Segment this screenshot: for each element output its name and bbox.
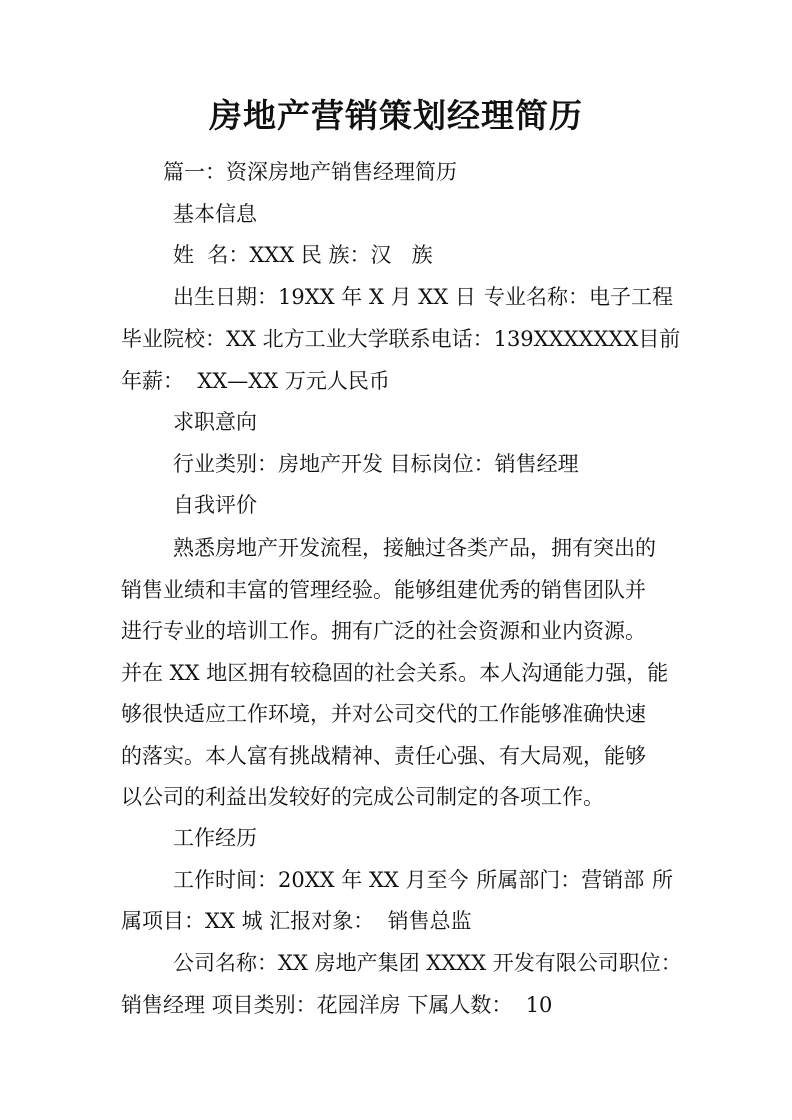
position-label: 职位：: [618, 951, 682, 975]
self-evaluation-line: 熟悉房地产开发流程，接触过各类产品，拥有突出的: [173, 536, 656, 560]
section-heading: 篇一：资深房地产销售经理简历: [163, 160, 457, 184]
salary-line: 年薪： XX—XX 万元人民币: [121, 369, 390, 393]
self-evaluation-heading: 自我评价: [173, 493, 257, 517]
self-evaluation-line: 的落实。本人富有挑战精神、责任心强、有大局观，能够: [121, 744, 646, 768]
phone-number: 联系电话：139XXXXXXX: [388, 327, 639, 351]
self-evaluation-line: 够很快适应工作环境，并对公司交代的工作能够准确快速: [121, 702, 646, 726]
job-intent-line: 行业类别：房地产开发 目标岗位：销售经理: [173, 452, 579, 476]
document-title: 房地产营销策划经理简历: [209, 96, 583, 135]
project-line: 属项目：XX 城 汇报对象： 销售总监: [121, 909, 472, 933]
work-time: 工作时间：20XX 年 XX 月至今: [173, 868, 469, 892]
major-name: 专业名称：电子工程: [484, 285, 673, 309]
company-line: [173, 948, 682, 978]
work-time-line: [173, 865, 673, 895]
self-evaluation-line: 并在 XX 地区拥有较稳固的社会关系。本人沟通能力强，能: [121, 661, 669, 685]
project-label-start: 所: [652, 868, 673, 892]
school-phone-line: [121, 324, 681, 354]
school-name: 毕业院校：XX 北方工业大学: [121, 327, 389, 351]
birth-date: 出生日期：19XX 年 X 月 XX 日: [173, 285, 476, 309]
self-evaluation-line: 以公司的利益出发较好的完成公司制定的各项工作。: [121, 785, 604, 809]
basic-info-heading: 基本信息: [173, 202, 257, 226]
salary-label-start: 目前: [638, 327, 681, 351]
work-experience-heading: 工作经历: [173, 826, 257, 850]
name-ethnicity-line: 姓 名：XXX 民 族：汉 族: [173, 243, 433, 267]
self-evaluation-line: 进行专业的培训工作。拥有广泛的社会资源和业内资源。: [121, 619, 646, 643]
company-name: 公司名称：XX 房地产集团 XXXX 开发有限公司: [173, 951, 619, 975]
position-line: 销售经理 项目类别：花园洋房 下属人数： 10: [121, 993, 553, 1017]
job-intent-heading: 求职意向: [173, 410, 257, 434]
birth-major-line: [173, 282, 673, 312]
department: 所属部门：营销部: [476, 868, 645, 892]
self-evaluation-line: 销售业绩和丰富的管理经验。能够组建优秀的销售团队并: [121, 578, 646, 602]
